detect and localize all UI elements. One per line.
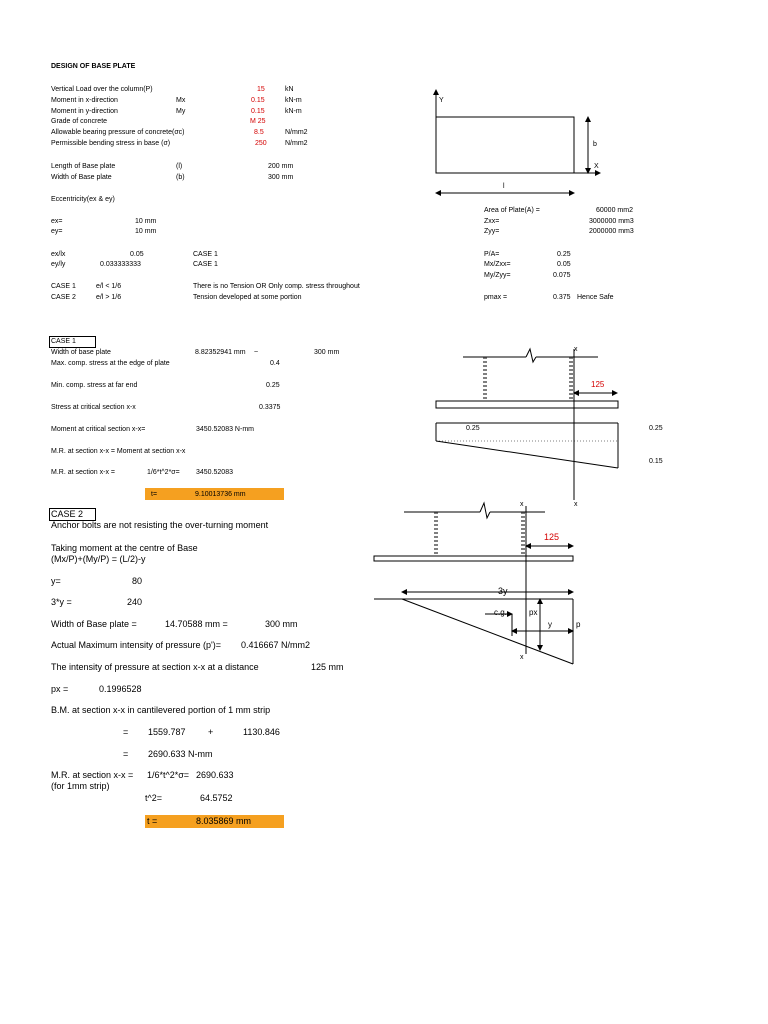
pmax-note: Hence Safe [577, 294, 614, 301]
eccentricity-heading: Eccentricity(ex & ey) [51, 196, 115, 203]
c1-width-label: Width of base plate [51, 349, 111, 356]
myz-label: My/Zyy= [484, 272, 511, 279]
load-label: Vertical Load over the column(P) [51, 86, 153, 93]
length-symbol: (l) [176, 163, 183, 170]
c1-left-stress: 0.25 [466, 425, 480, 432]
c1-right-stress2: 0.15 [649, 458, 663, 465]
c1-stress-value: 0.3375 [259, 404, 281, 411]
c1-right-stress: 0.25 [649, 425, 663, 432]
eyl-case: CASE 1 [193, 261, 218, 268]
width-value: 300 mm [268, 174, 294, 181]
pa-label: P/A= [484, 251, 500, 258]
length-value: 200 mm [268, 163, 294, 170]
grade-label: Grade of concrete [51, 118, 108, 125]
my-value: 0.15 [251, 108, 265, 115]
c1-mr-value: 3450.52083 [196, 469, 233, 476]
c1-mincomp-label: Min. comp. stress at far end [51, 382, 138, 389]
bending-label: Permissible bending stress in base (σ) [51, 140, 171, 147]
c2-3y-value: 240 [127, 597, 143, 607]
c2-maxp-value: 0.416667 N/mm2 [241, 640, 311, 650]
c2-strip-note: (for 1mm strip) [51, 781, 110, 791]
pmax-label: pmax = [484, 294, 508, 301]
exl-label: ex/lx [51, 251, 66, 258]
c2-y-label: y= [51, 576, 61, 586]
plate-outline [436, 117, 574, 173]
case2-condition: e/l > 1/6 [96, 294, 122, 301]
mx-unit: kN-m [285, 97, 302, 104]
c2-mr-label: M.R. at section x-x = [51, 770, 134, 780]
case2-label: CASE 2 [51, 294, 76, 301]
c1-t-label: t= [151, 491, 158, 498]
c1-x-bottom: x [574, 501, 578, 508]
grade-value: M 25 [250, 118, 266, 125]
my-label: Moment in y-direction [51, 108, 118, 115]
pa-value: 0.25 [557, 251, 571, 258]
eyl-value: 0.033333333 [100, 261, 141, 268]
c2-width-value: 14.70588 mm = [165, 619, 228, 629]
c2-bm-eq2: = [123, 749, 129, 759]
plate-section-2 [374, 556, 573, 561]
break-symbol [526, 349, 536, 362]
c2-px-value: 0.1996528 [99, 684, 142, 694]
load-value: 15 [257, 86, 265, 93]
case1-label: CASE 1 [51, 283, 76, 290]
mx-label: Moment in x-direction [51, 97, 118, 104]
zxx-label: Zxx= [484, 218, 500, 225]
diag-y-label: Y [439, 97, 444, 104]
c2-dim-3y: 3y [498, 586, 508, 596]
c2-x-top: x [520, 501, 524, 508]
eyl-label: ey/ly [51, 261, 66, 268]
c2-width-label: Width of Base plate = [51, 619, 137, 629]
area-label: Area of Plate(A) = [484, 207, 540, 214]
myz-value: 0.075 [553, 272, 571, 279]
ex-label: ex= [51, 218, 63, 225]
mx-symbol: Mx [176, 97, 186, 104]
c2-x-bottom: x [520, 654, 524, 661]
c2-t2-label: t^2= [145, 793, 162, 803]
area-value: 60000 mm2 [596, 207, 633, 214]
c2-bm-total: 2690.633 N-mm [148, 749, 213, 759]
c2-mr-value: 2690.633 [196, 770, 234, 780]
break-symbol-2 [480, 503, 490, 518]
bending-unit: N/mm2 [285, 140, 308, 147]
my-unit: kN-m [285, 108, 302, 115]
c1-mr-label: M.R. at section x-x = [51, 469, 115, 476]
case1-description: There is no Tension OR Only comp. stress throughout [193, 283, 360, 290]
load-unit: kN [285, 86, 294, 93]
c2-anchor-text: Anchor bolts are not resisting the over-turning moment [51, 520, 269, 530]
exl-case: CASE 1 [193, 251, 218, 258]
case1-diagram [436, 349, 618, 500]
c1-moment-value: 3450.52083 N-mm [196, 426, 254, 433]
c2-width-value2: 300 mm [265, 619, 298, 629]
c2-dim-125: 125 [544, 532, 560, 542]
c1-maxcomp-value: 0.4 [270, 360, 280, 367]
c2-intensity-label: The intensity of pressure at section x-x at a distance [51, 662, 259, 672]
bearing-value: 8.5 [254, 129, 264, 136]
c2-t-label: t = [147, 816, 158, 826]
c1-stress-label: Stress at critical section x-x [51, 404, 136, 411]
c2-p-label: p [576, 620, 581, 629]
c1-t-value: 9.10013736 mm [195, 491, 246, 498]
c2-t-value: 8.035869 mm [196, 816, 252, 826]
c1-width-tilde: ~ [254, 349, 259, 356]
c2-formula: (Mx/P)+(My/P) = (L/2)-y [51, 554, 146, 564]
c2-bm-value2: 1130.846 [243, 727, 280, 737]
c2-px-label: px = [51, 684, 69, 694]
c1-width-value: 8.82352941 mm [195, 349, 246, 356]
c2-mr-formula: 1/6*t^2*σ= [147, 770, 190, 780]
bearing-label: Allowable bearing pressure of concrete(σc) [51, 129, 185, 136]
zyy-label: Zyy= [484, 228, 500, 235]
bending-value: 250 [255, 140, 267, 147]
c2-maxp-label: Actual Maximum intensity of pressure (p')= [51, 640, 222, 650]
case2-title: CASE 2 [51, 509, 84, 519]
mxz-label: Mx/Zxx= [484, 261, 511, 268]
c1-mr-equation: M.R. at section x-x = Moment at section x-x [51, 448, 186, 455]
c2-y-value: 80 [132, 576, 143, 586]
c1-x-top: x [574, 346, 578, 353]
c2-3y-label: 3*y = [51, 597, 72, 607]
c1-dim-125: 125 [591, 380, 605, 389]
case2-description: Tension developed at some portion [193, 294, 302, 301]
case1-title: CASE 1 [51, 338, 76, 345]
zxx-value: 3000000 mm3 [589, 218, 634, 225]
c1-maxcomp-label: Max. comp. stress at the edge of plate [51, 360, 170, 367]
c1-mr-formula: 1/6*t^2*σ= [147, 469, 180, 476]
length-label: Length of Base plate [51, 163, 116, 170]
c1-moment-label: Moment at critical section x-x= [51, 426, 146, 433]
stress-slope [436, 441, 618, 468]
c2-bm-plus: + [208, 727, 214, 737]
diag-l-label: l [503, 183, 505, 190]
c2-cg-label: c.g. [494, 608, 507, 617]
c2-bm-label: B.M. at section x-x in cantilevered portion of 1 mm strip [51, 705, 271, 715]
c1-width-value2: 300 mm [314, 349, 340, 356]
c2-t2-value: 64.5752 [200, 793, 233, 803]
diag-b-label: b [593, 141, 597, 148]
c2-moment-centre: Taking moment at the centre of Base [51, 543, 198, 553]
width-symbol: (b) [176, 174, 185, 181]
diag-x-label: X [594, 163, 599, 170]
my-symbol: My [176, 108, 186, 115]
pmax-value: 0.375 [553, 294, 571, 301]
case2-diagram [374, 503, 573, 664]
c1-mincomp-value: 0.25 [266, 382, 280, 389]
c2-intensity-value: 125 mm [311, 662, 344, 672]
ey-label: ey= [51, 228, 63, 235]
bearing-unit: N/mm2 [285, 129, 308, 136]
mxz-value: 0.05 [557, 261, 571, 268]
mx-value: 0.15 [251, 97, 265, 104]
c2-px-label: px [529, 608, 538, 617]
plan-diagram [436, 90, 600, 193]
ex-value: 10 mm [135, 218, 157, 225]
page-title: DESIGN OF BASE PLATE [51, 63, 136, 70]
exl-value: 0.05 [130, 251, 144, 258]
ey-value: 10 mm [135, 228, 157, 235]
c2-bm-eq1: = [123, 727, 129, 737]
c2-bm-value1: 1559.787 [148, 727, 186, 737]
zyy-value: 2000000 mm3 [589, 228, 634, 235]
width-label: Width of Base plate [51, 174, 112, 181]
c2-y-label: y [548, 620, 552, 629]
case1-condition: e/l < 1/6 [96, 283, 122, 290]
plate-section [436, 401, 618, 408]
